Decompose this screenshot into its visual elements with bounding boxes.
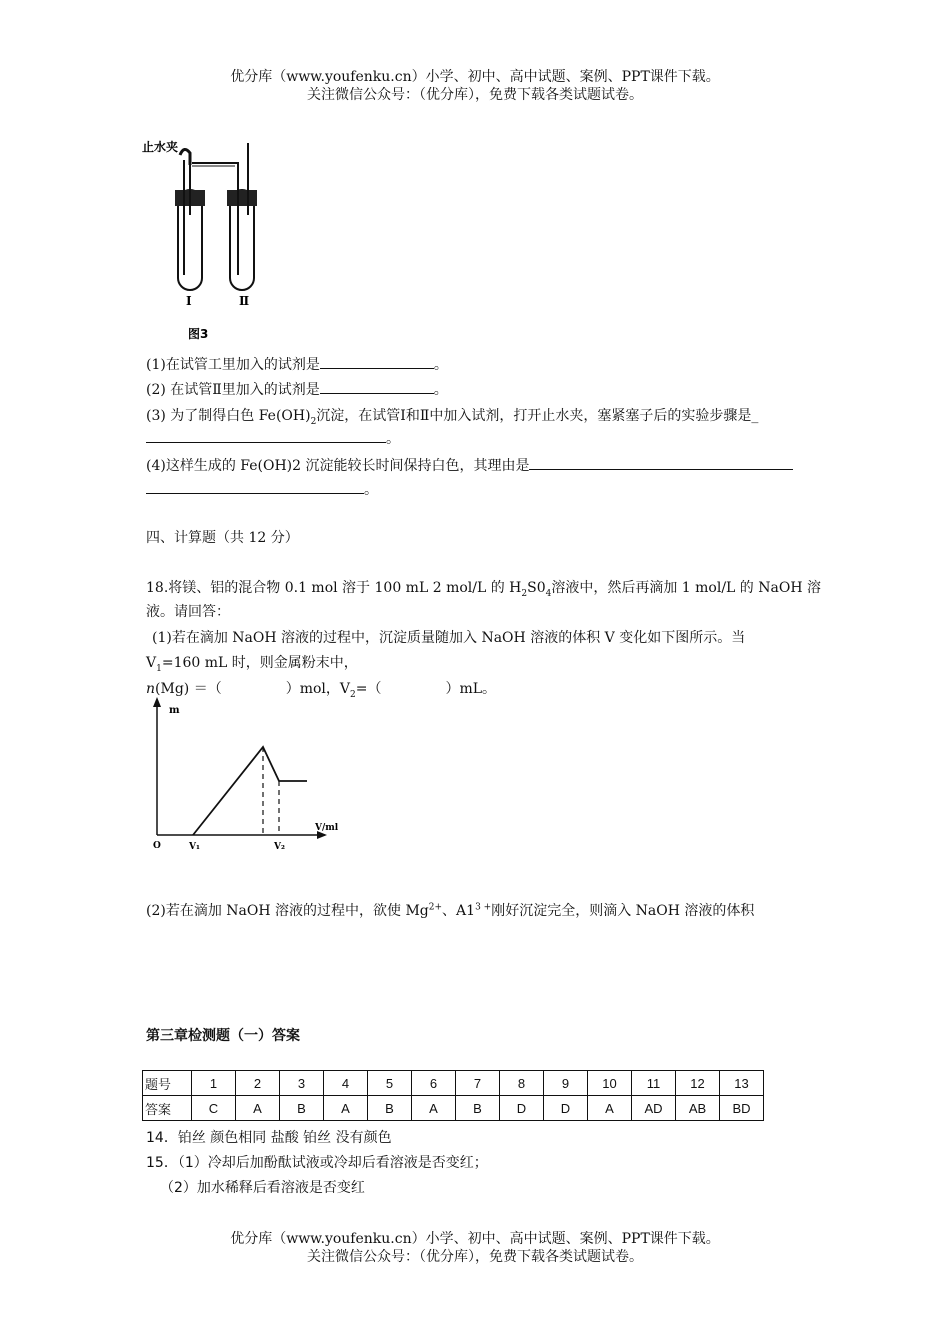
answer-blank — [320, 379, 434, 394]
q18-part-1-question: n(Mg) ＝（ ）mol，$V_2=$（ ）mL。 — [146, 681, 497, 700]
table-cell: 12 — [676, 1071, 720, 1096]
table-cell: A — [588, 1096, 632, 1121]
table-row-answers — [143, 1096, 764, 1121]
table-cell: 7 — [456, 1071, 500, 1096]
header-line-1: 优分库（www.youfenku.cn）小学、初中、高中试题、案例、PPT课件下载。 — [230, 69, 720, 85]
table-row-numbers — [143, 1071, 764, 1096]
q17-part-3: (3) 为了制得白色 $Fe(OH)_2$沉淀，在试管Ⅰ和Ⅱ中加入试剂，打开止水夹，塞紧塞子后的实验步骤是_ — [146, 408, 759, 427]
y-axis-label: m — [169, 705, 180, 716]
q18-part-1-cont: $V_1=160$ mL 时，则金属粉末中， — [146, 655, 358, 674]
footer-line-2: 关注微信公众号：（优分库），免费下载各类试题试卷。 — [307, 1249, 643, 1265]
row-label-question: 题号 — [143, 1071, 192, 1096]
answer-blank — [320, 354, 434, 369]
table-cell: D — [544, 1096, 588, 1121]
answer-table — [142, 1070, 764, 1121]
tube-1-label: Ⅰ — [186, 294, 192, 308]
table-cell: 8 — [500, 1071, 544, 1096]
table-cell: D — [500, 1096, 544, 1121]
answer-15-part-1: 15．（1）冷却后加酚酞试液或冷却后看溶液是否变红； — [146, 1155, 488, 1171]
q17-part-1: (1)在试管工里加入的试剂是 。 — [146, 354, 448, 374]
clamp-label: 止水夹 — [142, 140, 179, 154]
page-footer — [0, 1230, 950, 1266]
x-axis-label: V/ml — [315, 823, 339, 833]
stopper-2 — [227, 190, 257, 206]
table-cell: 6 — [412, 1071, 456, 1096]
header-line-2: 关注微信公众号：（优分库），免费下载各类试题试卷。 — [307, 87, 643, 103]
footer-line-1: 优分库（www.youfenku.cn）小学、初中、高中试题、案例、PPT课件下载。 — [230, 1231, 720, 1247]
origin-label: O — [153, 841, 161, 851]
table-cell: 3 — [280, 1071, 324, 1096]
answer-blank — [146, 479, 364, 494]
table-cell: BD — [720, 1096, 764, 1121]
table-cell: 2 — [236, 1071, 280, 1096]
q18-part-2: (2)若在滴加 NaOH 溶液的过程中，欲使 $Mg^{2+}$、$A1^{3 +}$刚好沉淀完全，则滴入 NaOH 溶液的体积 — [146, 902, 755, 919]
table-cell: A — [412, 1096, 456, 1121]
row-label-answer: 答案 — [143, 1096, 192, 1121]
table-cell: A — [324, 1096, 368, 1121]
answer-blank — [146, 428, 386, 443]
table-cell: A — [236, 1096, 280, 1121]
answer-15-part-2: （2）加水稀释后看溶液是否变红 — [160, 1180, 365, 1196]
precipitate-graph — [145, 695, 355, 855]
table-cell: B — [456, 1096, 500, 1121]
precipitate-curve — [193, 747, 307, 835]
page-header — [0, 68, 950, 104]
table-cell: B — [368, 1096, 412, 1121]
q18-stem-cont: 液。请回答： — [146, 604, 230, 620]
q18-part-1: (1)若在滴加 NaOH 溶液的过程中，沉淀质量随加入 NaOH 溶液的体积 V 变化如下图所示。当 — [152, 630, 746, 646]
figure-3-apparatus — [140, 135, 275, 345]
table-cell: AD — [632, 1096, 676, 1121]
table-cell: 5 — [368, 1071, 412, 1096]
table-cell: 10 — [588, 1071, 632, 1096]
table-cell: C — [192, 1096, 236, 1121]
q17-part-4-cont: 。 — [146, 479, 378, 499]
v1-label: V₁ — [189, 842, 200, 852]
section-4-title: 四、计算题（共 12 分） — [146, 530, 299, 546]
answer-14: 14．铂丝 颜色相同 盐酸 铂丝 没有颜色 — [146, 1130, 392, 1146]
table-cell: 13 — [720, 1071, 764, 1096]
q17-part-4: (4)这样生成的 Fe(OH)2 沉淀能较长时间保持白色，其理由是 — [146, 455, 793, 475]
q18-stem: 18.将镁、铝的混合物 0.1 mol 溶于 100 mL 2 mol/L 的 $H_2S0_4$溶液中，然后再滴加 1 mol/L 的 NaOH 溶 — [146, 580, 821, 599]
v2-label: V₂ — [274, 842, 285, 852]
figure-caption: 图3 — [188, 327, 209, 341]
table-cell: 9 — [544, 1071, 588, 1096]
q17-part-2: (2) 在试管Ⅱ里加入的试剂是 。 — [146, 379, 448, 399]
table-cell: 11 — [632, 1071, 676, 1096]
table-cell: B — [280, 1096, 324, 1121]
table-cell: AB — [676, 1096, 720, 1121]
q17-part-3-cont: 。 — [146, 428, 400, 448]
table-cell: 1 — [192, 1071, 236, 1096]
answer-blank — [529, 455, 793, 470]
table-cell: 4 — [324, 1071, 368, 1096]
tube-2-label: Ⅱ — [239, 294, 250, 308]
answers-title: 第三章检测题（一）答案 — [146, 1028, 300, 1044]
